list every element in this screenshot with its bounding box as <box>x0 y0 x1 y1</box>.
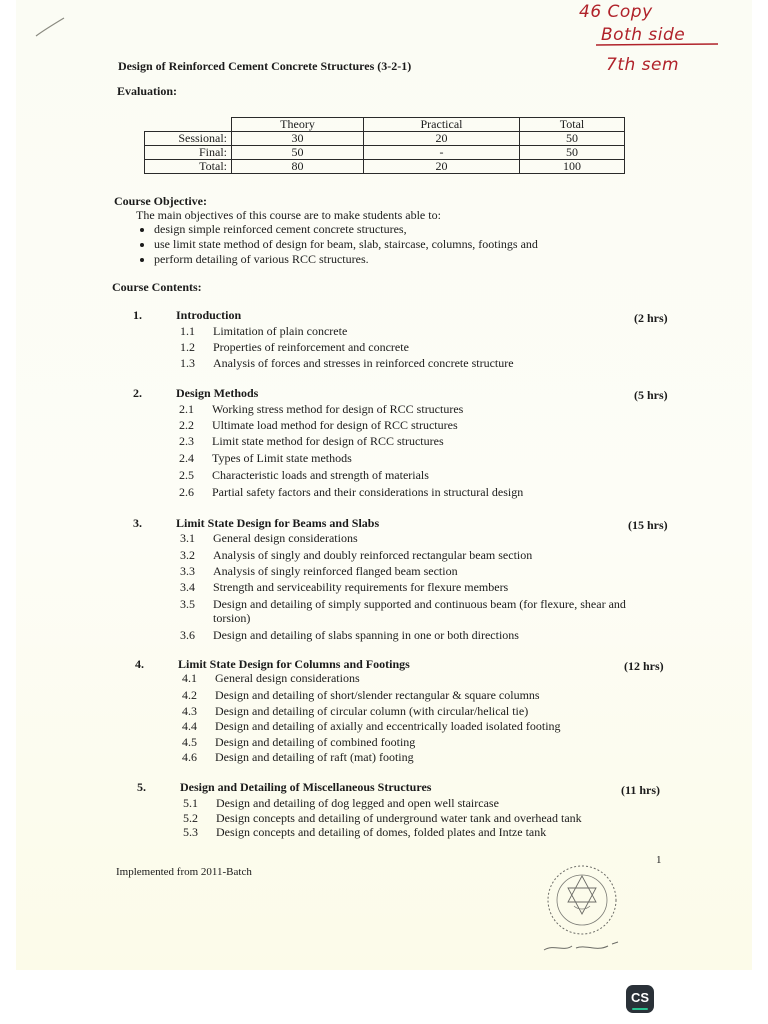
topic-text: Design concepts and detailing of underground water tank and overhead tank <box>216 811 582 825</box>
cell-final-theory: 50 <box>232 146 364 160</box>
topic-text: Design and detailing of short/slender rectangular & square columns <box>215 688 540 702</box>
topic-number: 2.2 <box>179 418 194 432</box>
topic-number: 2.3 <box>179 434 194 448</box>
unit-title: Design and Detailing of Miscellaneous Structures <box>180 780 432 794</box>
table-header-practical: Practical <box>364 118 520 132</box>
topic-number: 3.1 <box>180 531 195 545</box>
topic-number: 1.2 <box>180 340 195 354</box>
topic-text: Analysis of singly and doubly reinforced rectangular beam section <box>213 548 533 562</box>
topic-text: Ultimate load method for design of RCC structures <box>212 418 458 432</box>
evaluation-label: Evaluation: <box>117 84 178 98</box>
topic-text: Partial safety factors and their considerations in structural design <box>212 485 524 499</box>
cell-sessional-total: 50 <box>520 132 625 146</box>
topic-number: 2.5 <box>179 468 194 482</box>
objective-item: • perform detailing of various RCC structures. <box>154 252 538 267</box>
topic-text-continued: torsion) <box>213 611 251 625</box>
topic-number: 3.6 <box>180 628 195 642</box>
topic-text: Limitation of plain concrete <box>213 324 348 338</box>
topic-text: Design and detailing of dog legged and open well staircase <box>216 796 499 810</box>
row-label-sessional: Sessional: <box>145 132 232 146</box>
topic-number: 2.4 <box>179 451 194 465</box>
unit-title: Limit State Design for Columns and Footings <box>178 657 410 671</box>
unit-hours: (11 hrs) <box>621 783 660 797</box>
evaluation-table <box>144 117 625 174</box>
topic-number: 5.1 <box>183 796 198 810</box>
objective-intro: The main objectives of this course are to make students able to: <box>136 208 441 222</box>
topic-text: Types of Limit state methods <box>212 451 352 465</box>
topic-text: Design and detailing of raft (mat) footing <box>215 750 414 764</box>
topic-text: Limit state method for design of RCC structures <box>212 434 444 448</box>
table-header-total: Total <box>520 118 625 132</box>
unit-title: Limit State Design for Beams and Slabs <box>176 516 380 530</box>
unit-hours: (5 hrs) <box>634 388 668 402</box>
cell-sessional-theory: 30 <box>232 132 364 146</box>
contents-heading: Course Contents: <box>112 280 202 294</box>
objective-item: • use limit state method of design for beam, slab, staircase, columns, footings and <box>154 237 538 252</box>
topic-text: Design and detailing of circular column (with circular/helical tie) <box>215 704 529 718</box>
unit-title: Design Methods <box>176 386 259 400</box>
topic-text: Design and detailing of combined footing <box>215 735 416 749</box>
topic-number: 2.1 <box>179 402 194 416</box>
topic-number: 4.5 <box>182 735 197 749</box>
objective-heading: Course Objective: <box>114 194 207 208</box>
cell-final-practical: - <box>364 146 520 160</box>
topic-text: Design concepts and detailing of domes, folded plates and Intze tank <box>216 825 547 839</box>
topic-text: Analysis of forces and stresses in reinforced concrete structure <box>213 356 514 370</box>
topic-number: 4.4 <box>182 719 197 733</box>
topic-text: Characteristic loads and strength of materials <box>212 468 429 482</box>
table-header-row <box>145 118 625 132</box>
page-number: 1 <box>656 854 662 866</box>
handwritten-underline <box>594 42 720 48</box>
cell-sessional-practical: 20 <box>364 132 520 146</box>
table-corner-cell <box>145 118 232 132</box>
topic-number: 4.3 <box>182 704 197 718</box>
cell-total-theory: 80 <box>232 160 364 174</box>
topic-text: Analysis of singly reinforced flanged beam section <box>213 564 458 578</box>
table-header-theory: Theory <box>232 118 364 132</box>
topic-text: Strength and serviceability requirements for flexure members <box>213 580 509 594</box>
topic-number: 5.3 <box>183 825 198 839</box>
handwritten-semester-note: 7th sem <box>606 55 680 75</box>
topic-text: Working stress method for design of RCC structures <box>212 402 464 416</box>
topic-text: Design and detailing of slabs spanning in one or both directions <box>213 628 519 642</box>
implementation-note: Implemented from 2011-Batch <box>116 866 252 878</box>
cell-total-total: 100 <box>520 160 625 174</box>
topic-number: 1.1 <box>180 324 195 338</box>
topic-number: 3.3 <box>180 564 195 578</box>
course-title: Design of Reinforced Cement Concrete Structures (3-2-1) <box>118 59 412 73</box>
topic-number: 4.6 <box>182 750 197 764</box>
topic-number: 3.2 <box>180 548 195 562</box>
camscanner-logo: CS <box>626 985 654 1013</box>
topic-text: Properties of reinforcement and concrete <box>213 340 409 354</box>
topic-number: 3.5 <box>180 597 195 611</box>
topic-number: 1.3 <box>180 356 195 370</box>
table-row <box>145 160 625 174</box>
topic-number: 5.2 <box>183 811 198 825</box>
cell-final-total: 50 <box>520 146 625 160</box>
topic-text: Design and detailing of axially and eccentrically loaded isolated footing <box>215 719 561 733</box>
handwritten-both-side-note: Both side <box>601 25 686 45</box>
topic-number: 3.4 <box>180 580 195 594</box>
table-row <box>145 146 625 160</box>
unit-hours: (12 hrs) <box>624 659 664 673</box>
row-label-final: Final: <box>145 146 232 160</box>
topic-text: Design and detailing of simply supported and continuous beam (for flexure, shear and <box>213 597 626 611</box>
objective-list <box>136 222 538 267</box>
topic-text: General design considerations <box>215 671 360 685</box>
row-label-total: Total: <box>145 160 232 174</box>
unit-number: 5. <box>137 780 146 794</box>
unit-number: 2. <box>133 386 142 400</box>
topic-text: General design considerations <box>213 531 358 545</box>
unit-title: Introduction <box>176 308 242 322</box>
topic-number: 4.2 <box>182 688 197 702</box>
handwritten-copy-note: 46 Copy <box>579 2 653 22</box>
topic-number: 4.1 <box>182 671 197 685</box>
table-row <box>145 132 625 146</box>
unit-hours: (15 hrs) <box>628 518 668 532</box>
topic-number: 2.6 <box>179 485 194 499</box>
university-seal-stamp <box>536 858 628 958</box>
objective-item: • design simple reinforced cement concrete structures, <box>154 222 538 237</box>
pencil-mark <box>34 16 66 40</box>
unit-hours: (2 hrs) <box>634 311 668 325</box>
cell-total-practical: 20 <box>364 160 520 174</box>
unit-number: 3. <box>133 516 142 530</box>
unit-number: 1. <box>133 308 142 322</box>
unit-number: 4. <box>135 657 144 671</box>
